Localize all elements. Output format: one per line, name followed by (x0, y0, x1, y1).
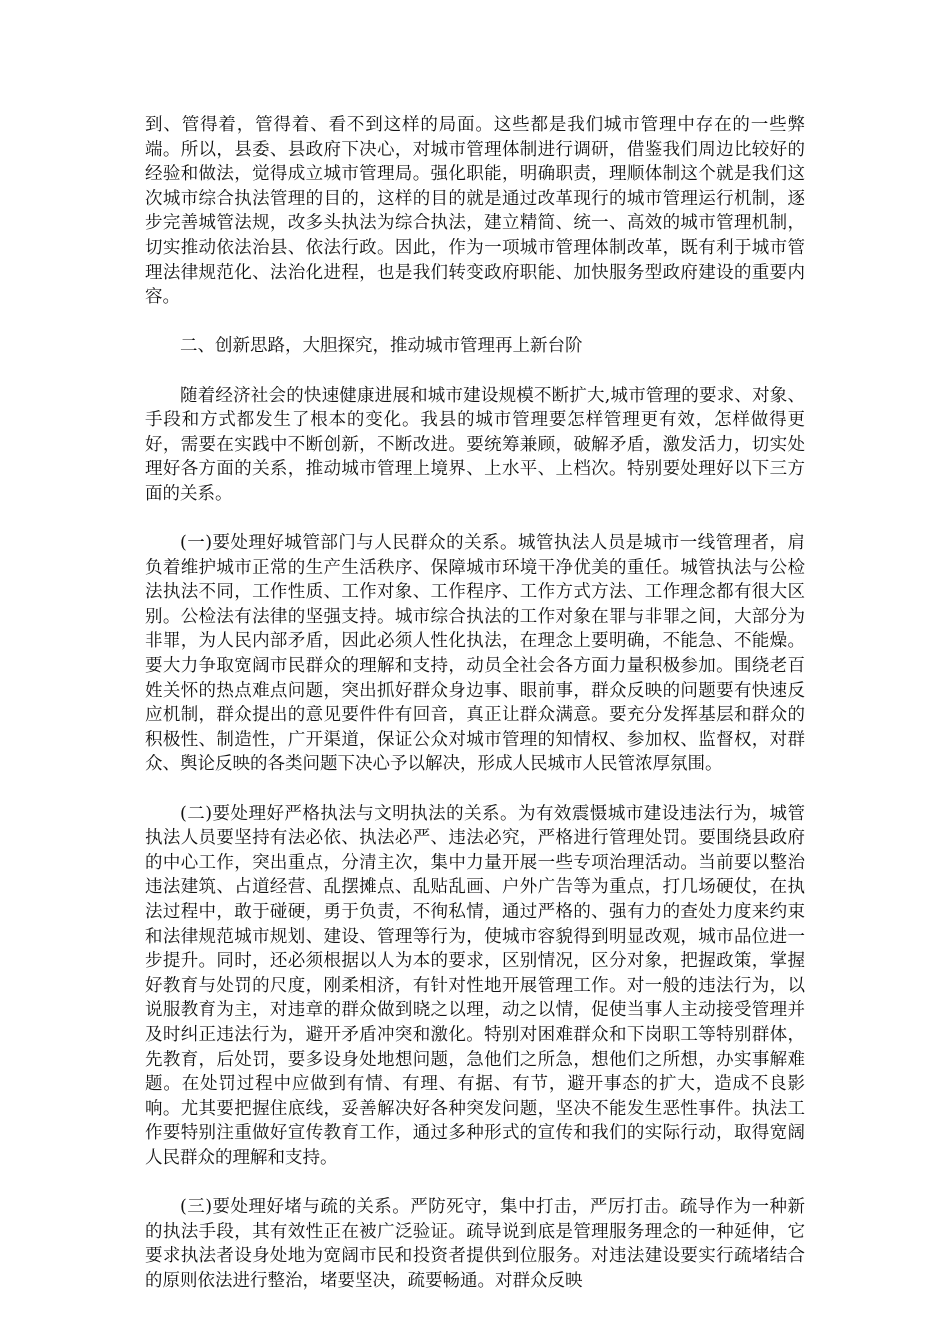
body-paragraph-continuation: 到、管得着，管得着、看不到这样的局面。这些都是我们城市管理中存在的一些弊端。所以，县委、县政府下决心，对城市管理体制进行调研，借鉴我们周边比较好的经验和做法，觉得成立城市管理局。强化职能，明确职责，理顺体制这个就是我们这次城市综合执法管理的目的，这样的目的就是通过改革现行的城市管理运行机制，逐步完善城管法规，改多头执法为综合执法，建立精简、统一、高效的城市管理机制，切实推动依法治县、依法行政。因此，作为一项城市管理体制改革，既有利于城市管理法律规范化、法治化进程，也是我们转变政府职能、加快服务型政府建设的重要内容。 (145, 115, 805, 308)
body-paragraph: 随着经济社会的快速健康进展和城市建设规模不断扩大,城市管理的要求、对象、手段和方式都发生了根本的变化。我县的城市管理要怎样管理更有效，怎样做得更好，需要在实践中不断创新，不断改进。要统筹兼顾，破解矛盾，激发活力，切实处理好各方面的关系，推动城市管理上境界、上水平、上档次。特别要处理好以下三方面的关系。 (145, 385, 805, 504)
section-heading: 二、创新思路，大胆探究，推动城市管理再上新台阶 (180, 336, 583, 357)
body-paragraph: (三)要处理好堵与疏的关系。严防死守，集中打击，严厉打击。疏导作为一种新的执法手段，其有效性正在被广泛验证。疏导说到底是管理服务理念的一种延伸，它要求执法者设身处地为宽阔市民和投资者提供到位服务。对违法建设要实行疏堵结合的原则依法进行整治，堵要坚决，疏要畅通。对群众反映 (145, 1197, 805, 1291)
body-paragraph: (二)要处理好严格执法与文明执法的关系。为有效震慑城市建设违法行为，城管执法人员要坚持有法必依、执法必严、违法必究，严格进行管理处罚。要围绕县政府的中心工作，突出重点，分清主次，集中力量开展一些专项治理活动。当前要以整治违法建筑、占道经营、乱摆摊点、乱贴乱画、户外广告等为重点，打几场硬仗，在执法过程中，敢于碰硬，勇于负责，不徇私情，通过严格的、强有力的查处力度来约束和法律规范城市规划、建设、管理等行为，使城市容貌得到明显改观，城市品位进一步提升。同时，还必须根据以人为本的要求，区别情况，区分对象，把握政策，掌握好教育与处罚的尺度，刚柔相济，有针对性地开展管理工作。对一般的违法行为，以说服教育为主，对违章的群众做到晓之以理，动之以情，促使当事人主动接受管理并及时纠正违法行为，避开矛盾冲突和激化。特别对困难群众和下岗职工等特别群体，先教育，后处罚，要多设身处地想问题，急他们之所急，想他们之所想，办实事解难题。在处罚过程中应做到有情、有理、有据、有节，避开事态的扩大，造成不良影响。尤其要把握住底线，妥善解决好各种突发问题，坚决不能发生恶性事件。执法工作要特别注重做好宣传教育工作，通过多种形式的宣传和我们的实际行动，取得宽阔人民群众的理解和支持。 (145, 803, 805, 1168)
document-body (145, 113, 805, 1318)
body-paragraph: (一)要处理好城管部门与人民群众的关系。城管执法人员是城市一线管理者，肩负着维护城市正常的生产生活秩序、保障城市环境干净优美的重任。城管执法与公检法执法不同，工作性质、工作对象、工作程序、工作方式方法、工作理念都有很大区别。公检法有法律的坚强支持。城市综合执法的工作对象在罪与非罪之间，大部分为非罪，为人民内部矛盾，因此必须人性化执法，在理念上要明确，不能急、不能燥。要大力争取宽阔市民群众的理解和支持，动员全社会各方面力量积极参加。围绕老百姓关怀的热点难点问题，突出抓好群众身边事、眼前事，群众反映的问题要有快速反应机制，群众提出的意见要件件有回音，真正让群众满意。要充分发挥基层和群众的积极性、制造性，广开渠道，保证公众对城市管理的知情权、参加权、监督权，对群众、舆论反映的各类问题下决心予以解决，形成人民城市人民管浓厚氛围。 (145, 533, 805, 775)
